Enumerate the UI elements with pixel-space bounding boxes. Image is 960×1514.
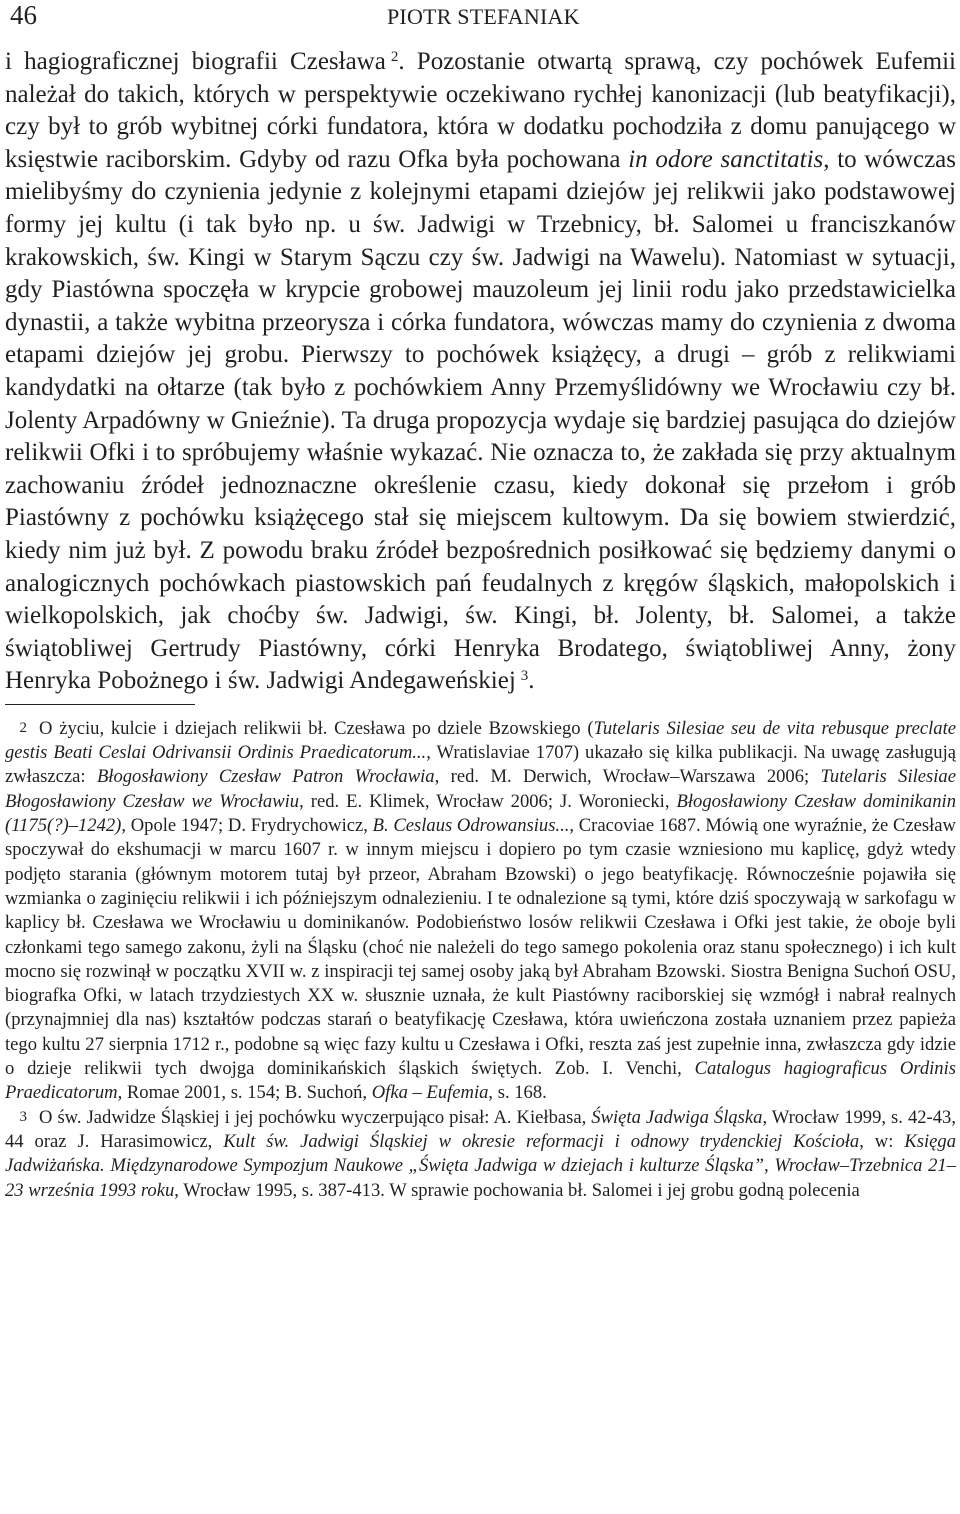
body-paragraph (5, 46, 956, 698)
footnote-italic: Ofka – Eufemia (371, 1082, 489, 1104)
footnote-text: , Wratislaviae 1707) ukazało się kilka publikacji. Na uwagę zasługują zwłaszcza: (5, 742, 957, 788)
footnote-italic: Błogosławiony Czesław dominikanin (1175(?)–1242) (5, 790, 956, 837)
footnote-italic: Święta Jadwiga Śląska (591, 1106, 763, 1128)
page-header (5, 0, 956, 46)
running-head: PIOTR STEFANIAK (387, 4, 580, 29)
footnote-reference-2: 2 (390, 49, 399, 65)
page-number: 46 (10, 0, 37, 30)
footnote-text: , Romae 2001, s. 154; B. Suchoń, (117, 1082, 372, 1104)
footnote-text: O św. Jadwidze Śląskiej i jej pochówku wyczerpująco pisał: A. Kiełbasa, (39, 1106, 592, 1128)
body-text-italic: in odore sanctitatis (628, 145, 824, 173)
footnote-italic: Tutelaris Silesiae seu de vita rebusque preclate gestis Beati Ceslai Odrivansii Ordinis Praedicatorum... (5, 717, 957, 764)
footnote-reference-3: 3 (520, 668, 529, 685)
footnote-text: O życiu, kulcie i dziejach relikwii bł. Czesława po dziele Bzowskiego ( (39, 717, 594, 739)
footnote-2 (5, 717, 956, 1106)
footnote-text: , w: (859, 1130, 905, 1152)
footnote-text: , Wrocław 1995, s. 387-413. W sprawie pochowania bł. Salomei i jej grobu godną polecenia (174, 1179, 860, 1201)
footnote-text: , Opole 1947; D. Frydrychowicz, (121, 815, 373, 837)
body-text-segment: . (528, 667, 535, 695)
footnote-number: 2 (19, 719, 27, 736)
footnote-italic: Kult św. Jadwigi Śląskiej w okresie reformacji i odnowy trydenckiej Kościoła (223, 1130, 860, 1152)
footnote-italic: Księga Jadwiżańska. Międzynarodowe Sympozjum Naukowe „Święta Jadwiga w dziejach i kulturze Śląska”, Wrocław–Trzebnica 21–23 września 1993 roku (5, 1130, 956, 1201)
body-text-segment: , to wówczas mielibyśmy do czynienia jedynie z kolejnymi etapami dziejów jej relikwii jako podstawowej formy jej kultu (i tak było np. u św. Jadwigi w Trzebnicy, bł. Salomei u franciszkanów krakowskich, św. Kingi w Starym Sączu czy św. Jadwigi na Wawelu). Natomiast w sytuacji, gdy Piastówna spoczęła w krypcie grobowej mauzoleum jej linii rodu jako przedstawicielka dynastii, a także wybitna przeorysza i córka fundatora, wówczas mamy do czynienia z dwoma etapami dziejów jej grobu. Pierwszy to pochówek książęcy, a drugi – grób z relikwiami kandydatki na ołtarze (tak było z pochówkiem Anny Przemyślidówny we Wrocławiu czy bł. Jolenty Arpadówny w Gnieźnie). Ta druga propozycja wydaje się bardziej pasująca do dziejów relikwii Ofki i to spróbujemy właśnie wykazać. Nie oznacza to, że zakłada się przy aktualnym zachowaniu źródeł jednoznaczne określenie czasu, kiedy dokonał się przełom i grób Piastówny z pochówku książęcego stał się miejscem kultowym. Da się bowiem stwierdzić, kiedy nim już był. Z powodu braku źródeł bezpośrednich posiłkować się będziemy danymi o analogicznych pochówkach piastowskich pań feudalnych z kręgów śląskich, małopolskich i wielkopolskich, jak choćby św. Jadwigi, św. Kingi, bł. Jolenty, bł. Salomei, a także świątobliwej Gertrudy Piastówny, córki Henryka Brodatego, świątobliwej Anny, żony Henryka Pobożnego i św. Jadwigi Andegaweńskiej (5, 145, 956, 695)
footnote-italic: Catalogus hagiograficus Ordinis Praedicatorum (5, 1058, 956, 1104)
footnote-text: , red. M. Derwich, Wrocław–Warszawa 2006; (434, 766, 821, 788)
footnote-3 (5, 1106, 956, 1203)
body-text-segment: i hagiograficznej biografii Czesława (5, 48, 386, 75)
footnote-italic: Błogosławiony Czesław Patron Wrocławia (96, 766, 435, 788)
body-text-segment: . Pozostanie otwartą sprawą, czy pochówek Eufemii należał do takich, których w perspektywie oczekiwano rychłej kanonizacji (lub beatyfikacji), czy był to grób wybitnej córki fundatora, która w dodatku pochodziła z domu panującego w księstwie raciborskim. Gdyby od razu Ofka była pochowana (5, 48, 956, 173)
footnote-number: 3 (19, 1108, 27, 1125)
footnote-text: , red. E. Klimek, Wrocław 2006; J. Woroniecki, (299, 790, 677, 812)
footnote-separator (5, 704, 195, 705)
footnote-text: , Cracoviae 1687. Mówią one wyraźnie, że Czesław spoczywał do ekshumacji w marcu 1607 r. w innym miejscu i dopiero po tym czasie wzniesiono mu kaplicę, gdyż wtedy podjęto starania (głównym motorem tutaj był przeor, Abraham Bzowski) o jego beatyfikację. Równocześnie pojawiła się wzmianka o zaginięciu relikwii i ich późniejszym odnalezieniu. I te odnalezione są tymi, które dziś spoczywają w sarkofagu w kaplicy bł. Czesława we Wrocławiu u dominikanów. Podobieństwo losów relikwii Czesława i Ofki jest takie, że oboje byli członkami tego samego zakonu, żyli na Śląsku (choć nie należeli do tego samego pokolenia oraz stanu społecznego) i ich kult mocno się rozwinął w początku XVII w. z inspiracji tej samej osoby jaką był Abraham Bzowski. Siostra Benigna Suchoń OSU, biografka Ofki, w latach trzydziestych XX w. słusznie uznała, że kult Piastówny raciborskiej się wzmógł i nabrał realnych (przynajmniej dla nas) kształtów podczas starań o beatyfikację Czesława, która uwieńczona została uznaniem przez papieża tego kultu 27 sierpnia 1712 r., podobne są więc fazy kultu u Czesława i Ofki, reszta zaś jest zupełnie inna, zwłaszcza gdy idzie o dzieje relikwii tych dwojga dominikańskich śląskich świętych. Zob. I. Venchi, (5, 815, 956, 1080)
footnote-text: , s. 168. (488, 1082, 547, 1104)
footnote-text: , Wrocław 1999, s. 42-43, 44 oraz J. Harasimowicz, (5, 1106, 956, 1152)
footnote-italic: Tutelaris Silesiae Błogosławiony Czesław we Wrocławiu (5, 766, 956, 812)
footnote-italic: B. Ceslaus Odrowansius... (372, 815, 570, 837)
